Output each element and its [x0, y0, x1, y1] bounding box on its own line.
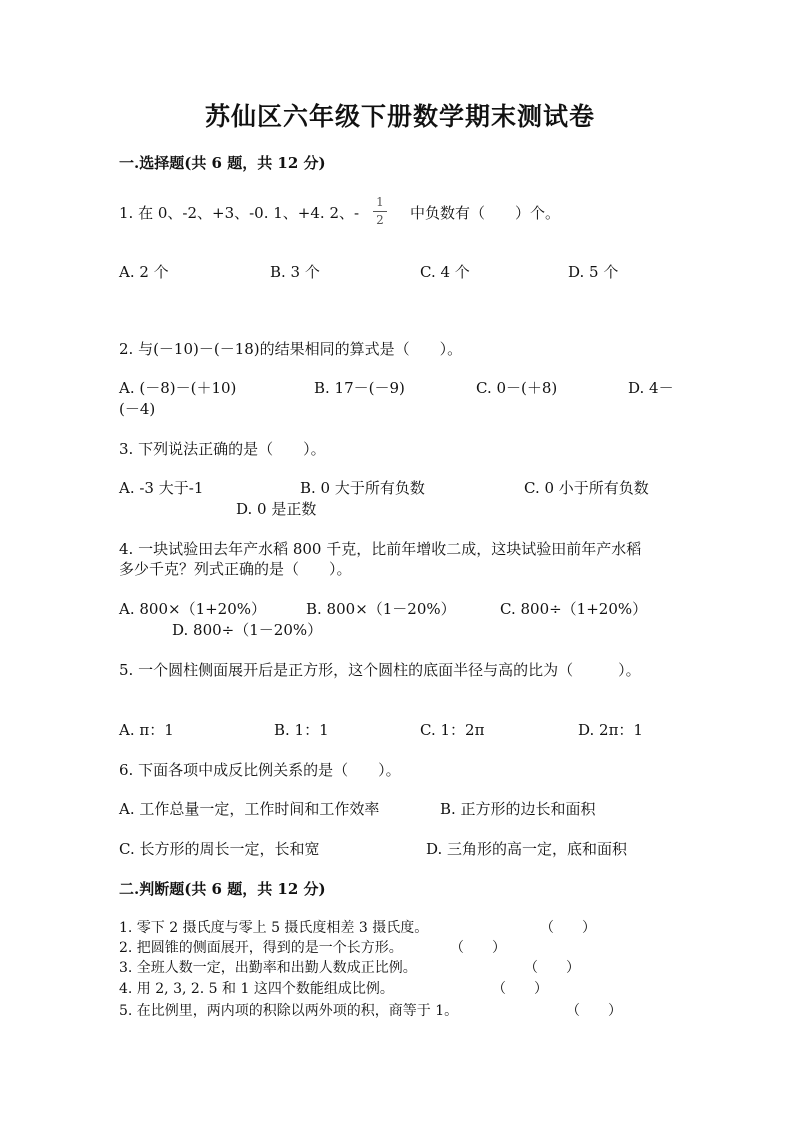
judgment-item-2: 2. 把圆锥的侧面展开，得到的是一个长方形。 [119, 940, 403, 956]
q4-option-b[interactable]: B. 800×（1－20%） [306, 600, 456, 618]
question-2-stem: 2. 与(－10)－(－18)的结果相同的算式是（ ）。 [119, 340, 463, 358]
q4-option-a[interactable]: A. 800×（1+20%） [119, 600, 267, 618]
judgment-answer-3[interactable]: （ ） [524, 960, 580, 976]
question-4-stem-line2: 多少千克？列式正确的是（ ）。 [119, 560, 352, 578]
q1-option-d[interactable]: D. 5 个 [568, 263, 619, 281]
judgment-item-5: 5. 在比例里，两内项的积除以两外项的积，商等于 1。 [119, 1003, 459, 1019]
q1-option-c[interactable]: C. 4 个 [420, 263, 470, 281]
q6-option-a[interactable]: A. 工作总量一定，工作时间和工作效率 [119, 800, 380, 818]
question-1-stem-tail: 中负数有（ ）个。 [410, 204, 561, 222]
q2-option-a[interactable]: A. (－8)－(＋10) [119, 379, 237, 397]
q6-option-d[interactable]: D. 三角形的高一定，底和面积 [426, 840, 628, 858]
q2-option-d[interactable]: D. 4－ [628, 379, 674, 397]
q1-option-a[interactable]: A. 2 个 [119, 263, 169, 281]
judgment-answer-4[interactable]: （ ） [492, 981, 548, 997]
q3-option-a[interactable]: A. -3 大于-1 [119, 479, 204, 497]
q5-option-b[interactable]: B. 1：1 [274, 721, 329, 739]
q2-option-d-wrap: (－4) [119, 400, 156, 418]
question-6-stem: 6. 下面各项中成反比例关系的是（ ）。 [119, 761, 401, 779]
judgment-item-4: 4. 用 2, 3, 2. 5 和 1 这四个数能组成比例。 [119, 981, 394, 997]
section-heading-judgment: 二.判断题(共 6 题，共 12 分) [119, 880, 326, 898]
q3-option-c[interactable]: C. 0 小于所有负数 [524, 479, 649, 497]
judgment-answer-5[interactable]: （ ） [566, 1003, 622, 1019]
q3-option-d[interactable]: D. 0 是正数 [236, 500, 317, 518]
fraction-numerator: 1 [376, 195, 384, 209]
q6-option-c[interactable]: C. 长方形的周长一定，长和宽 [119, 840, 320, 858]
section-heading-choice: 一.选择题(共 6 题，共 12 分) [119, 154, 326, 172]
judgment-item-1: 1. 零下 2 摄氏度与零上 5 摄氏度相差 3 摄氏度。 [119, 920, 429, 936]
q5-option-c[interactable]: C. 1：2π [420, 721, 485, 739]
q6-option-b[interactable]: B. 正方形的边长和面积 [440, 800, 596, 818]
question-1-stem: 1. 在 0、-2、+3、-0. 1、+4. 2、- [119, 204, 360, 222]
q1-option-b[interactable]: B. 3 个 [270, 263, 320, 281]
q4-option-d[interactable]: D. 800÷（1－20%） [172, 621, 323, 639]
q4-option-c[interactable]: C. 800÷（1+20%） [500, 600, 648, 618]
question-4-stem-line1: 4. 一块试验田去年产水稻 800 千克，比前年增收二成，这块试验田前年产水稻 [119, 540, 642, 558]
question-5-stem: 5. 一个圆柱侧面展开后是正方形，这个圆柱的底面半径与高的比为（ ）。 [119, 661, 641, 679]
judgment-answer-2[interactable]: （ ） [450, 940, 506, 956]
page-title: 苏仙区六年级下册数学期末测试卷 [204, 102, 595, 131]
question-3-stem: 3. 下列说法正确的是（ ）。 [119, 440, 326, 458]
judgment-item-3: 3. 全班人数一定，出勤率和出勤人数成正比例。 [119, 960, 417, 976]
fraction-denominator: 2 [376, 213, 384, 227]
judgment-answer-1[interactable]: （ ） [540, 920, 596, 936]
q5-option-a[interactable]: A. π：1 [119, 721, 174, 739]
q2-option-b[interactable]: B. 17－(－9) [314, 379, 405, 397]
q3-option-b[interactable]: B. 0 大于所有负数 [300, 479, 425, 497]
q2-option-c[interactable]: C. 0－(＋8) [476, 379, 558, 397]
fraction-one-half [373, 196, 387, 227]
q5-option-d[interactable]: D. 2π：1 [578, 721, 643, 739]
